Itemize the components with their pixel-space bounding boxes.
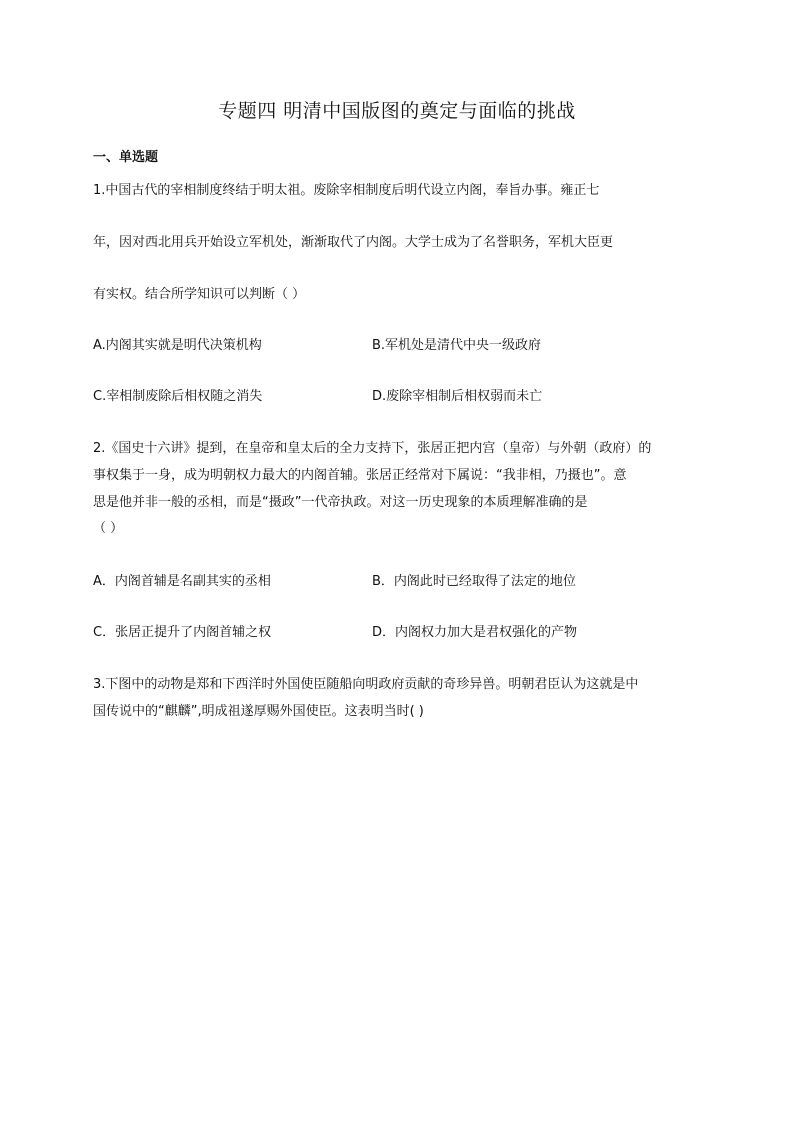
page-title: 专题四 明清中国版图的奠定与面临的挑战 <box>218 100 576 122</box>
q2-option-a: A．内阁首辅是名副其实的丞相 <box>93 574 271 589</box>
q2-line-1: 2.《国史十六讲》提到，在皇帝和皇太后的全力支持下，张居正把内宫（皇帝）与外朝（政府）的 <box>93 441 652 456</box>
q2-line-2: 事权集于一身，成为明朝权力最大的内阁首辅。张居正经常对下属说：“我非相，乃摄也”。意 <box>93 468 627 483</box>
q2-line-3: 思是他并非一般的丞相，而是“摄政”一代帝执政。对这一历史现象的本质理解准确的是 <box>93 495 588 510</box>
q1-option-c: C.宰相制废除后相权随之消失 <box>93 389 263 404</box>
q1-option-d: D.废除宰相制后相权弱而未亡 <box>372 389 543 404</box>
q2-option-d: D．内阁权力加大是君权强化的产物 <box>372 625 578 640</box>
q3-line-2: 国传说中的“麒麟”,明成祖遂厚赐外国使臣。这表明当时( ) <box>93 704 424 719</box>
q1-line-2: 年，因对西北用兵开始设立军机处，渐渐取代了内阁。大学士成为了名誉职务，军机大臣更 <box>93 235 614 250</box>
q1-option-b: B.军机处是清代中央一级政府 <box>372 338 542 353</box>
q3-line-1: 3.下图中的动物是郑和下西洋时外国使臣随船向明政府贡献的奇珍异兽。明朝君臣认为这就是中 <box>93 677 639 692</box>
q1-line-1: 1.中国古代的宰相制度终结于明太祖。废除宰相制度后明代设立内阁，奉旨办事。雍正七 <box>93 183 600 198</box>
q1-option-a: A.内阁其实就是明代决策机构 <box>93 338 262 353</box>
q2-option-c: C．张居正提升了内阁首辅之权 <box>93 625 272 640</box>
q2-line-4: （ ） <box>93 521 124 536</box>
q2-option-b: B．内阁此时已经取得了法定的地位 <box>372 574 576 589</box>
section-heading: 一、单选题 <box>93 150 159 165</box>
q1-line-3: 有实权。结合所学知识可以判断（ ） <box>93 287 306 302</box>
